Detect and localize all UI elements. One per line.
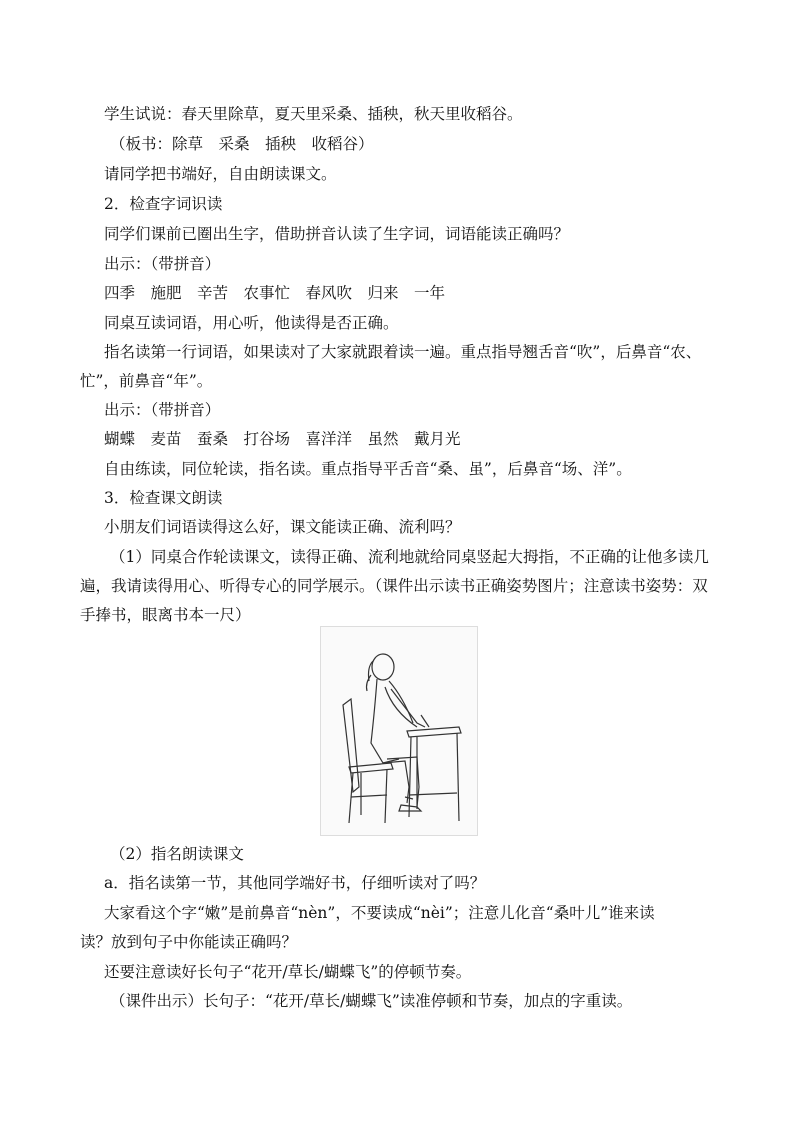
text-line: 大家看这个字“嫩”是前鼻音“nèn”，不要读成“nèi”；注意儿化音“桑叶儿”谁来读 xyxy=(104,904,655,922)
text-line: 同桌互读词语，用心听，他读得是否正确。 xyxy=(104,314,399,332)
text-line: 请同学把书端好，自由朗读课文。 xyxy=(104,165,337,183)
reading-posture-illustration xyxy=(320,626,478,836)
word-list: 蝴蝶 麦苗 蚕桑 打谷场 喜洋洋 虽然 戴月光 xyxy=(104,430,461,448)
text-line: （课件出示）长句子：“花开/草长/蝴蝶飞”读准停顿和节奏，加点的字重读。 xyxy=(110,992,633,1010)
text-line: 遍，我请读得用心、听得专心的同学展示。（课件出示读书正确姿势图片；注意读书姿势：双 xyxy=(80,577,708,595)
text-line: 出示：（带拼音） xyxy=(104,255,221,273)
section-heading: 3．检查课文朗读 xyxy=(104,489,223,507)
text-line: （2）指名朗读课文 xyxy=(110,845,244,863)
text-line: 出示：（带拼音） xyxy=(104,401,221,419)
text-line: （板书：除草 采桑 插秧 收稻谷） xyxy=(110,135,374,153)
text-line: 学生试说：春天里除草，夏天里采桑、插秧，秋天里收稻谷。 xyxy=(104,105,523,123)
text-line: a．指名读第一节，其他同学端好书，仔细听读对了吗？ xyxy=(104,874,486,892)
text-line: 小朋友们词语读得这么好，课文能读正确、流利吗？ xyxy=(104,518,461,536)
text-line: 读？放到句子中你能读正确吗？ xyxy=(80,933,298,951)
text-line: （1）同桌合作轮读课文，读得正确、流利地就给同桌竖起大拇指，不正确的让他多读几 xyxy=(110,548,709,566)
text-line: 同学们课前已圈出生字，借助拼音认读了生字词，词语能读正确吗？ xyxy=(104,225,570,243)
section-heading: 2．检查字词识读 xyxy=(104,195,223,213)
text-line: 手捧书，眼离书本一尺） xyxy=(80,606,251,624)
word-list: 四季 施肥 辛苦 农事忙 春风吹 归来 一年 xyxy=(104,284,446,302)
text-line: 指名读第一行词语，如果读对了大家就跟着读一遍。重点指导翘舌音“吹”，后鼻音“农、 xyxy=(104,343,702,361)
text-line: 忙”，前鼻音“年”。 xyxy=(80,372,213,390)
text-line: 还要注意读好长句子“花开/草长/蝴蝶飞”的停顿节奏。 xyxy=(104,963,472,981)
text-line: 自由练读，同位轮读，指名读。重点指导平舌音“桑、虽”，后鼻音“场、洋”。 xyxy=(104,460,632,478)
